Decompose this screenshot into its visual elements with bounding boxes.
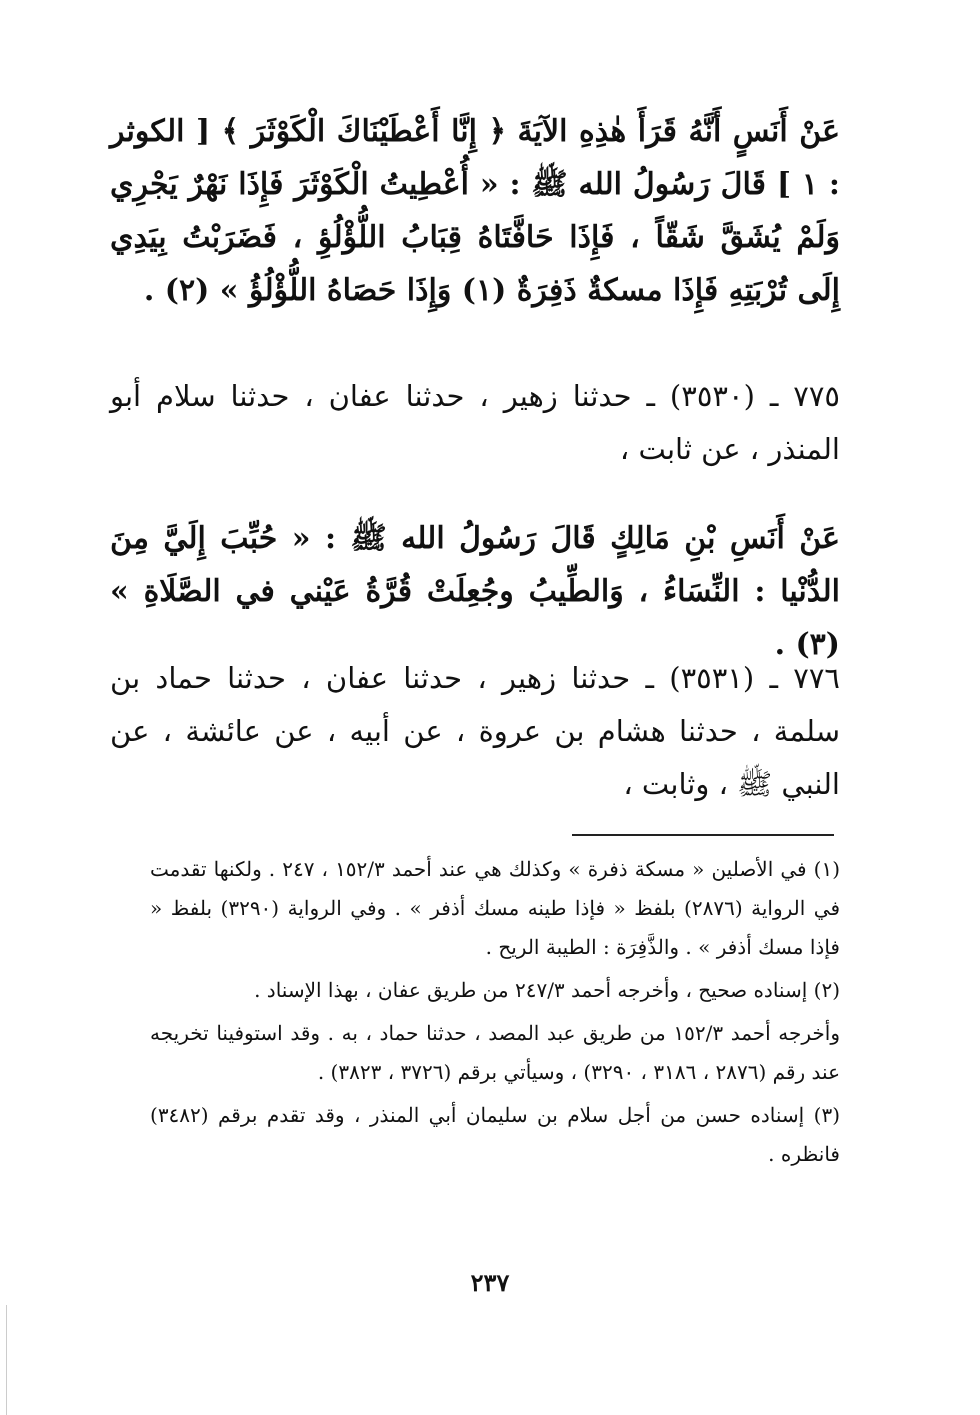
- page-number: ٢٣٧: [470, 1268, 510, 1297]
- footnote-2: (٢) إسناده صحيح ، وأخرجه أحمد ٢٤٧/٣ من طريق عفان ، بهذا الإسناد .: [254, 978, 840, 1002]
- footnote-1: (١) في الأصلين « مسكة ذفرة » وكذلك هي عند أحمد ١٥٢/٣ ، ٢٤٧ . ولكنها تقدمت في الرواية (٢٨٧٦) بلفظ « فإذا طينه مسك أذفر » . وفي الرواية (٣٢٩٠) بلفظ « فإذا مسك أذفر » . والذَّفِرَة : الطيبة الريح .: [150, 857, 841, 959]
- scan-edge-line: [6, 1305, 7, 1415]
- isnad-text-776: ٧٧٦ ـ (٣٥٣١) ـ حدثنا زهير ، حدثنا عفان ، حدثنا حماد بن سلمة ، حدثنا هشام بن عروة ، عن أبيه ، عن عائشة ، عن النبي ﷺ ، وثابت ،: [110, 661, 840, 801]
- footnote-2-continued: وأخرجه أحمد ١٥٢/٣ من طريق عبد المصد ، حدثنا حماد ، به . وقد استوفينا تخريجه عند رقم (٢٨٧٦ ، ٣١٨٦ ، ٣٢٩٠) ، وسيأتي برقم (٣٧٢٦ ، ٣٨٢٣) .: [150, 1021, 840, 1084]
- isnad-text-775: ٧٧٥ ـ (٣٥٣٠) ـ حدثنا زهير ، حدثنا عفان ، حدثنا سلام أبو المنذر ، عن ثابت ،: [110, 379, 840, 466]
- footnote-separator: [572, 834, 834, 836]
- footnotes: [150, 850, 840, 1178]
- footnote-3: (٣) إسناده حسن من أجل سلام بن سليمان أبي المنذر ، وقد تقدم برقم (٣٤٨٢) فانظره .: [150, 1103, 840, 1166]
- hadith-text-2: عَنْ أَنَسِ بْنِ مَالِكٍ قَالَ رَسُولُ الله ﷺ : « حُبِّبَ إِلَيَّ مِنَ الدُّنْيا : النِّسَاءُ ، وَالطِّيبُ وجُعِلَتْ قُرَّةُ عَيْني في الصَّلَاةِ » (٣) .: [110, 521, 840, 662]
- hadith-text-1: عَنْ أَنَسٍ أَنَّهُ قَرَأَ هٰذِهِ الآيَةَ ﴿ إِنَّا أَعْطَيْنَاكَ الْكَوْثَرَ ﴾ [ الكوثر : ١ ] قَالَ رَسُولُ الله ﷺ : « أُعْطِيتُ الْكَوْثَرَ فَإِذَا نَهْرٌ يَجْرِي وَلَمْ يُشَقَّ شَقّاً ، فَإِذَا حَافَّتَاهُ قِبَابُ اللُّؤْلُؤِ ، فَضَرَبْتُ بِيَدِي إِلَى تُرْبَتِهِ فَإِذَا مسكةٌ ذَفِرَةٌ (١) وَإِذَا حَصَاهُ اللُّؤْلُؤُ » (٢) .: [110, 114, 840, 308]
